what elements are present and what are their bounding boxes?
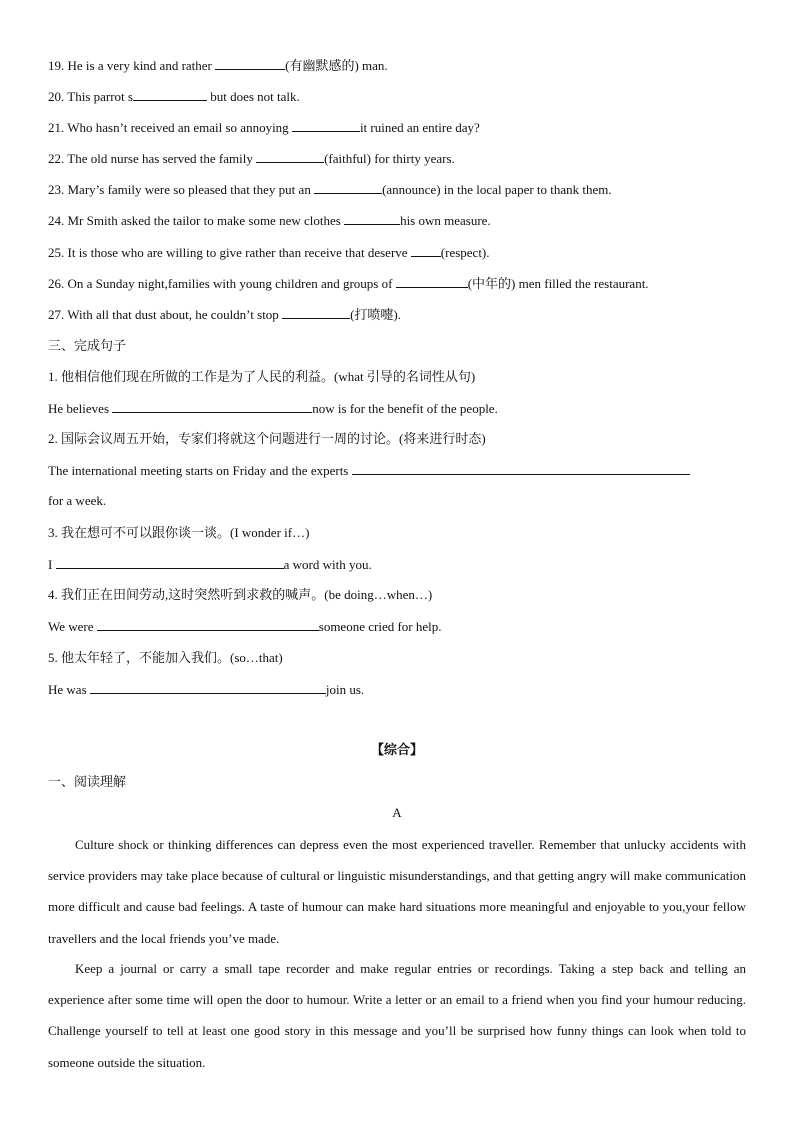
answer-blank[interactable] [411,244,441,257]
exercise-text: it ruined an entire day? [359,120,480,135]
exercise-text: but does not talk. [206,89,300,104]
exercise-27 [48,306,401,323]
exercise-text: 23. Mary’s family were so pleased that they put an [48,182,315,197]
sentence-answer-2-cont: for a week. [48,493,107,508]
answer-text: someone cried for help. [318,619,442,634]
exercise-23 [48,181,612,198]
answer-text: He was [48,682,90,697]
sentence-answer-5 [48,681,364,698]
passage-paragraph-1: Culture shock or thinking differences can depress even the most experienced traveller. Remember that unlucky accidents with service providers may take place because of cultural or linguistic misunderstandings, and that getting angry will make communication more difficult and cause bad feelings. A taste of humour can make hard situations more meaningful and enjoyable to you,your fellow travellers and the local friends you’ve made. [48,837,746,946]
answer-blank[interactable] [97,618,319,631]
answer-blank[interactable] [352,462,690,475]
sentence-prompt-2: 2. 国际会议周五开始，专家们将就这个问题进行一周的讨论。(将来进行时态) [48,431,486,446]
answer-text: The international meeting starts on Friday and the experts [48,463,352,478]
exercise-text: 24. Mr Smith asked the tailor to make some new clothes [48,213,345,228]
answer-blank[interactable] [344,212,400,225]
exercise-text: 19. He is a very kind and rather [48,58,216,73]
answer-text: He believes [48,401,113,416]
sentence-answer-2 [48,462,690,479]
answer-text: join us. [325,682,365,697]
answer-blank[interactable] [396,275,468,288]
sentence-answer-1 [48,400,498,417]
exercise-22 [48,150,455,167]
exercise-24 [48,212,491,229]
exercise-text: (中年的) men filled the restaurant. [467,276,649,291]
sentence-prompt-4: 4. 我们正在田间劳动,这时突然听到求救的喊声。(be doing…when…) [48,587,433,602]
answer-blank[interactable] [314,181,382,194]
exercise-text: 25. It is those who are willing to give rather than receive that deserve [48,245,411,260]
answer-blank[interactable] [56,556,284,569]
answer-text: a word with you. [283,557,372,572]
passage-label: A [392,805,402,820]
sentence-answer-3 [48,556,372,573]
exercise-text: 20. This parrot s [48,89,133,104]
answer-text: I [48,557,56,572]
answer-blank[interactable] [133,88,207,101]
sentence-prompt-3: 3. 我在想可不可以跟你谈一谈。(I wonder if…) [48,525,310,540]
answer-blank[interactable] [256,150,324,163]
exercise-text: 22. The old nurse has served the family [48,151,257,166]
section-title: 三、完成句子 [48,338,127,353]
exercise-20 [48,88,300,105]
exercise-text: (打喷嚏). [350,307,401,322]
exercise-text: (announce) in the local paper to thank them. [382,182,612,197]
sentence-prompt-5: 5. 他太年轻了，不能加入我们。(so…that) [48,650,283,665]
exercise-26 [48,275,649,292]
exercise-text: (respect). [440,245,490,260]
sentence-answer-4 [48,618,442,635]
answer-text: We were [48,619,97,634]
passage-paragraph-2: Keep a journal or carry a small tape recorder and make regular entries or recordings. Taking a step back and telling an experience after some time will open the door to humour. Write a letter or an email to a friend when you find your humour reducing. Challenge yourself to tell at least one good story in this message and you’ll be surprised how funny things can look when told to someone outside the situation. [48,961,746,1070]
exercise-19 [48,57,388,74]
answer-blank[interactable] [90,681,326,694]
comprehensive-title: 【综合】 [370,742,423,757]
reading-section-title: 一、阅读理解 [48,774,127,789]
answer-blank[interactable] [112,400,312,413]
sentence-prompt-1: 1. 他相信他们现在所做的工作是为了人民的利益。(what 引导的名词性从句) [48,369,476,384]
exercise-text: (有幽默感的) man. [285,58,388,73]
answer-text: now is for the benefit of the people. [312,401,498,416]
exercise-text: 26. On a Sunday night,families with young children and groups of [48,276,396,291]
answer-blank[interactable] [292,119,360,132]
exercise-text: 21. Who hasn’t received an email so annoying [48,120,292,135]
exercise-21 [48,119,480,136]
exercise-text: (faithful) for thirty years. [324,151,455,166]
exercise-text: 27. With all that dust about, he couldn’t stop [48,307,283,322]
answer-blank[interactable] [215,57,285,70]
exercise-text: his own measure. [400,213,491,228]
answer-blank[interactable] [282,306,350,319]
exercise-25 [48,244,490,261]
